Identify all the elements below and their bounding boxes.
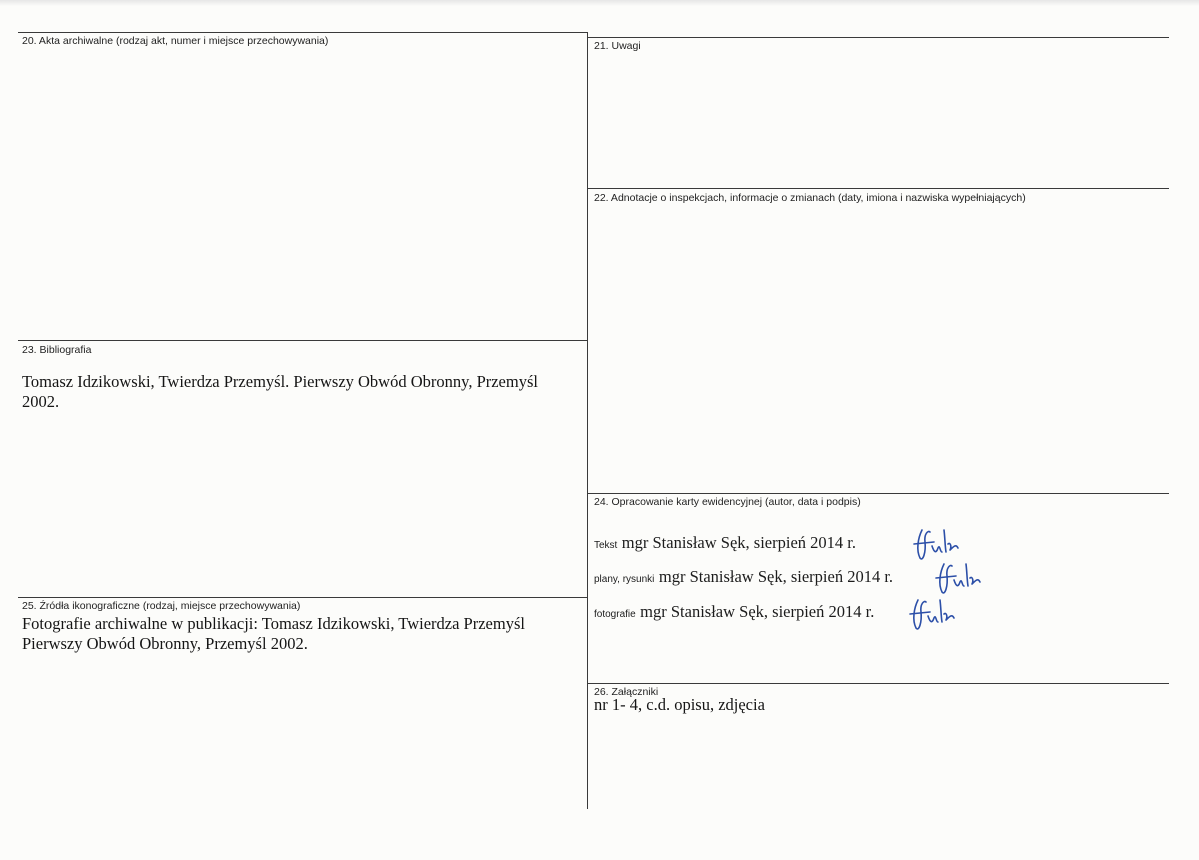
section-21-label: 21. Uwagi bbox=[594, 40, 641, 52]
rule-top-left bbox=[18, 32, 587, 33]
author-entry-value: mgr Stanisław Sęk, sierpień 2014 r. bbox=[658, 567, 894, 586]
rule-section-25 bbox=[18, 597, 587, 598]
rule-top-right bbox=[588, 37, 1169, 38]
section-23-label: 23. Bibliografia bbox=[22, 344, 92, 356]
section-25-label: 25. Źródła ikonograficzne (rodzaj, miejsce przechowywania) bbox=[22, 600, 301, 612]
rule-center-divider bbox=[587, 32, 588, 809]
author-entry-photos bbox=[594, 602, 874, 622]
rule-section-24 bbox=[588, 493, 1169, 494]
author-entry-value: mgr Stanisław Sęk, sierpień 2014 r. bbox=[640, 602, 875, 621]
author-entry-prefix: Tekst bbox=[594, 540, 618, 551]
section-26-label: 26. Załączniki bbox=[594, 686, 659, 698]
author-entry-prefix: fotografie bbox=[594, 609, 636, 620]
author-entry-prefix: plany, rysunki bbox=[594, 574, 655, 585]
scan-edge bbox=[0, 0, 1199, 6]
section-22-label: 22. Adnotacje o inspekcjach, informacje o zmianach (daty, imiona i nazwiska wypełniających) bbox=[594, 192, 1026, 204]
iconographic-line-2: Pierwszy Obwód Obronny, Przemyśl 2002. bbox=[22, 634, 308, 653]
bibliography-line-1: Tomasz Idzikowski, Twierdza Przemyśl. Pierwszy Obwód Obronny, Przemyśl bbox=[22, 372, 538, 391]
rule-section-23 bbox=[18, 340, 587, 341]
author-entry-plans bbox=[594, 567, 893, 587]
author-entry-value: mgr Stanisław Sęk, sierpień 2014 r. bbox=[621, 533, 856, 552]
section-24-label: 24. Opracowanie karty ewidencyjnej (autor, data i podpis) bbox=[594, 496, 861, 508]
iconographic-line-1: Fotografie archiwalne w publikacji: Tomasz Idzikowski, Twierdza Przemyśl bbox=[22, 614, 525, 633]
rule-section-26 bbox=[588, 683, 1169, 684]
attachments-line-1: nr 1- 4, c.d. opisu, zdjęcia bbox=[594, 695, 765, 714]
rule-section-22 bbox=[588, 188, 1169, 189]
author-entry-text bbox=[594, 533, 856, 553]
section-20-label: 20. Akta archiwalne (rodzaj akt, numer i miejsce przechowywania) bbox=[22, 35, 329, 47]
bibliography-line-2: 2002. bbox=[22, 392, 60, 411]
signature-3 bbox=[904, 592, 968, 636]
